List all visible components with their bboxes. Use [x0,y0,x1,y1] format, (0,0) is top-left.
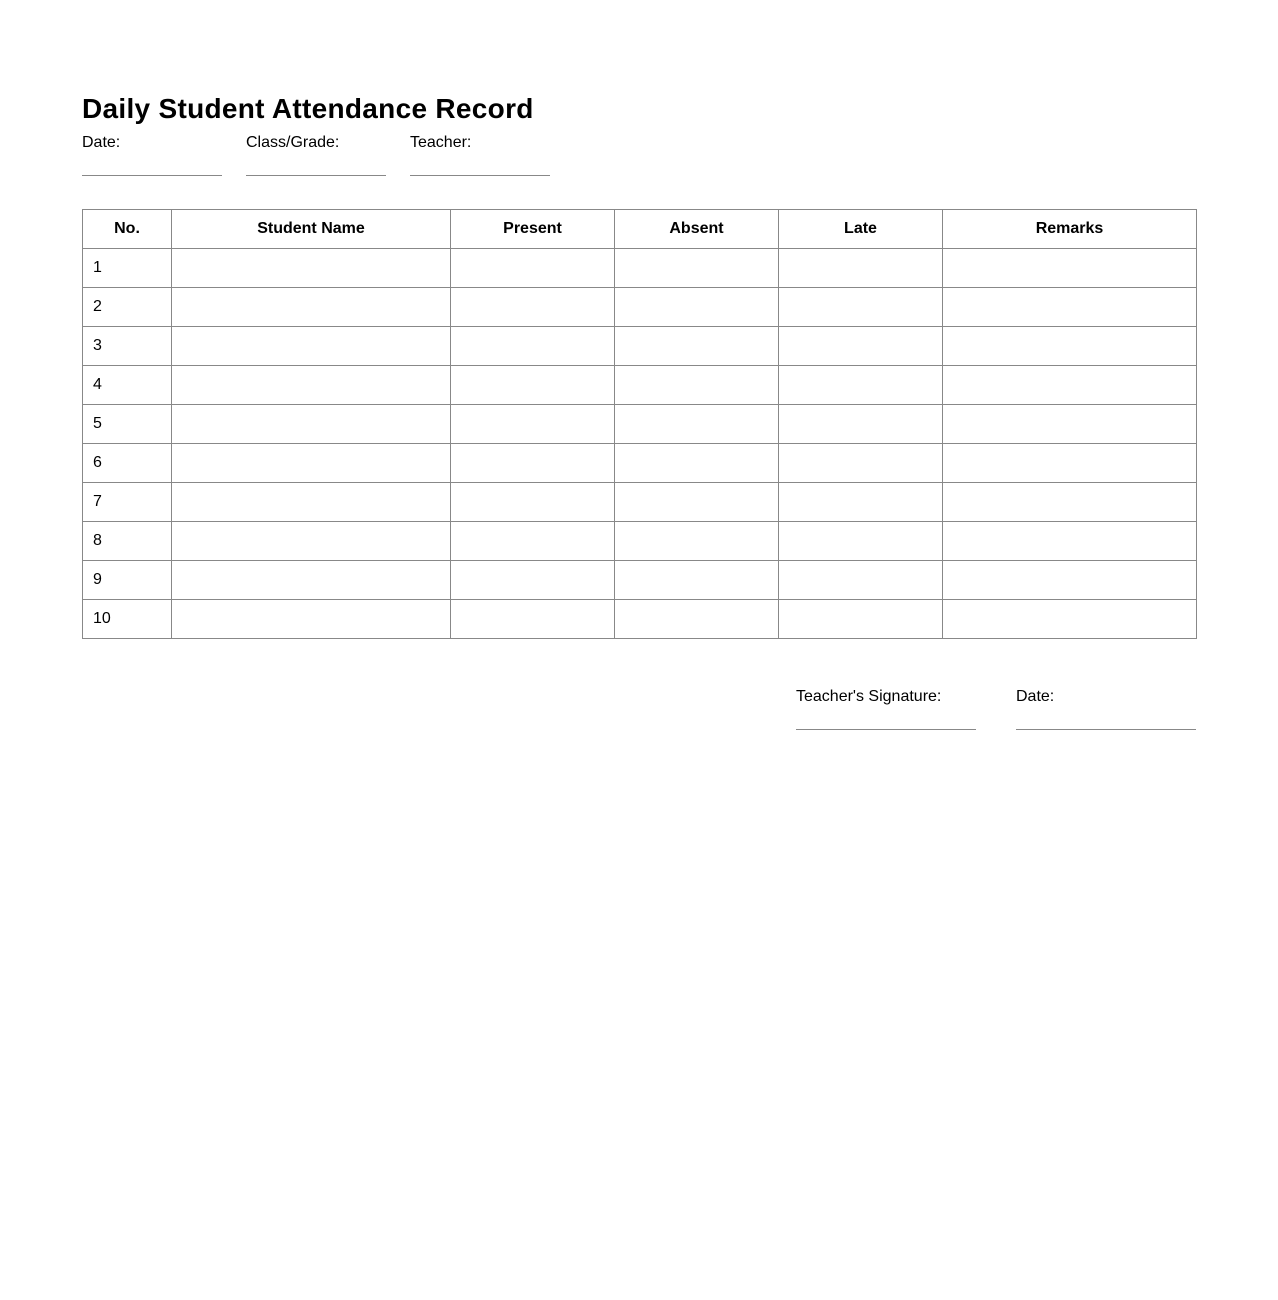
cell-late[interactable] [779,249,943,288]
cell-present[interactable] [451,600,615,639]
cell-absent[interactable] [615,405,779,444]
cell-late[interactable] [779,288,943,327]
cell-late[interactable] [779,561,943,600]
cell-present[interactable] [451,561,615,600]
date-label: Date: [82,134,121,151]
cell-present[interactable] [451,249,615,288]
cell-student-name[interactable] [172,483,451,522]
cell-present[interactable] [451,483,615,522]
teacher-field[interactable] [410,134,550,152]
table-row [83,249,1197,288]
table-row [83,288,1197,327]
table-row [83,483,1197,522]
cell-remarks[interactable] [943,483,1197,522]
cell-student-name[interactable] [172,288,451,327]
table-row [83,600,1197,639]
date-field[interactable] [82,134,222,152]
cell-late[interactable] [779,444,943,483]
cell-remarks[interactable] [943,288,1197,327]
column-header-no: No. [83,210,172,249]
column-header-absent: Absent [615,210,779,249]
cell-present[interactable] [451,327,615,366]
cell-absent[interactable] [615,561,779,600]
cell-remarks[interactable] [943,249,1197,288]
cell-late[interactable] [779,522,943,561]
teacher-signature-line[interactable] [796,729,976,730]
cell-no: 10 [83,600,172,639]
class-grade-label: Class/Grade: [246,134,340,151]
signature-date-line[interactable] [1016,729,1196,730]
table-row [83,522,1197,561]
cell-no: 7 [83,483,172,522]
cell-no: 3 [83,327,172,366]
cell-student-name[interactable] [172,522,451,561]
cell-remarks[interactable] [943,522,1197,561]
date-input-line[interactable] [82,175,222,176]
cell-no: 4 [83,366,172,405]
cell-absent[interactable] [615,522,779,561]
table-header-row [83,210,1197,249]
cell-late[interactable] [779,366,943,405]
signature-date-field[interactable] [1016,688,1196,706]
cell-remarks[interactable] [943,600,1197,639]
table-row [83,405,1197,444]
cell-student-name[interactable] [172,561,451,600]
column-header-late: Late [779,210,943,249]
cell-late[interactable] [779,483,943,522]
table-row [83,366,1197,405]
cell-present[interactable] [451,405,615,444]
table-row [83,561,1197,600]
cell-late[interactable] [779,405,943,444]
cell-no: 5 [83,405,172,444]
class-grade-field[interactable] [246,134,386,152]
cell-late[interactable] [779,600,943,639]
cell-absent[interactable] [615,483,779,522]
cell-student-name[interactable] [172,366,451,405]
teacher-input-line[interactable] [410,175,550,176]
column-header-present: Present [451,210,615,249]
teacher-signature-field[interactable] [796,688,976,706]
cell-no: 8 [83,522,172,561]
column-header-remarks: Remarks [943,210,1197,249]
cell-no: 1 [83,249,172,288]
cell-present[interactable] [451,366,615,405]
cell-late[interactable] [779,327,943,366]
cell-present[interactable] [451,522,615,561]
cell-student-name[interactable] [172,600,451,639]
cell-present[interactable] [451,288,615,327]
cell-student-name[interactable] [172,249,451,288]
cell-absent[interactable] [615,327,779,366]
cell-absent[interactable] [615,288,779,327]
table-row [83,327,1197,366]
cell-absent[interactable] [615,600,779,639]
cell-absent[interactable] [615,444,779,483]
cell-remarks[interactable] [943,561,1197,600]
cell-remarks[interactable] [943,366,1197,405]
cell-absent[interactable] [615,366,779,405]
cell-student-name[interactable] [172,405,451,444]
signature-date-label: Date: [1016,688,1055,705]
column-header-student-name: Student Name [172,210,451,249]
cell-no: 9 [83,561,172,600]
cell-no: 6 [83,444,172,483]
cell-remarks[interactable] [943,327,1197,366]
cell-no: 2 [83,288,172,327]
page-title: Daily Student Attendance Record [82,93,534,124]
cell-student-name[interactable] [172,327,451,366]
teacher-signature-label: Teacher's Signature: [796,688,942,705]
cell-remarks[interactable] [943,405,1197,444]
cell-remarks[interactable] [943,444,1197,483]
table-row [83,444,1197,483]
teacher-label: Teacher: [410,134,472,151]
attendance-table [82,209,1197,639]
cell-absent[interactable] [615,249,779,288]
cell-present[interactable] [451,444,615,483]
class-grade-input-line[interactable] [246,175,386,176]
cell-student-name[interactable] [172,444,451,483]
